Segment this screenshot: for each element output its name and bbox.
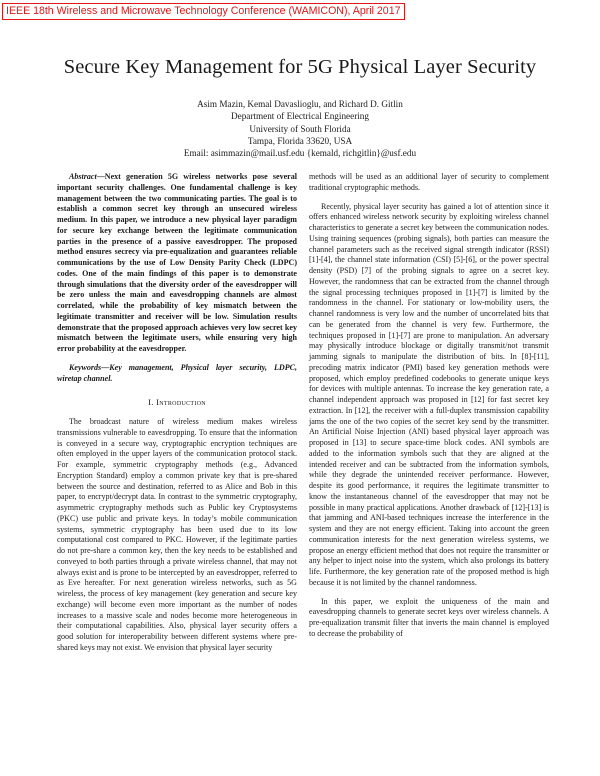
abstract-label: Abstract: [69, 172, 97, 181]
author-names: Asim Mazin, Kemal Davaslioglu, and Richard D. Gitlin: [197, 99, 403, 109]
author-block: [0, 98, 600, 159]
right-paragraph-related-work: Recently, physical layer security has gained a lot of attention since it offers enhanced wireless network security by exploiting wireless channel characteristics to generate a secret key between the communication nodes. Using training sequences (probing signals), both parties can measure the channel parameters such as the received signal strength indicator (RSSI) [1]-[4], the channel state information (CSI) [5]-[6], or the power spectral density (PSD) [7] of the probing signals to agree on a secret key. However, the randomness that can be extracted from the channel through the signal processing techniques proposed in [1]-[7] is limited by the randomness in the channel. For stationary or low-mobility users, the channel randomness is very low and the number of uncorrelated bits that can be generated from the channel is very few. Furthermore, the techniques proposed in [1]-[7] are prone to manipulation. An adversary may physically introduce blockage or digitally transmit/not transmit jamming signals to manipulate the distribution of bits. In [8]-[11], precoding matrix indicator (PMI) based key generation methods were proposed, which employ predefined codebooks to generate unique keys for devices with multiple antennas. To increase the key generation rate, a channel independent approach was proposed in [12] for fast secret key extraction. In [12], the receiver with a full-duplex transmission capability jams the one of the two copies of the secret key send by the transmitter. An Artificial Noise Injection (ANI) based physical layer approach was proposed in [13] to secure space-time block codes. ANI symbols are added to the information symbols such that they are aligned at the intended receiver and can be subtracted from the information symbols, while they degrade the unintended receiver performance. However, despite its good performance, it requires the legitimate transmitter to know the instantaneous channel of the eavesdropper that may not be possible in many practical applications. Another drawback of [12]-[13] is that jamming and ANI-based techniques increase the interference in the system and they are not energy efficient. Taking into account the green communication interests for the next generation wireless systems, we propose an energy efficient method that does not require the transmitter or any helper to inject noise into the system, which also prolongs its battery life. Furthermore, the key generation rate of the proposed method is high because it is not limited by the channel randomness.: [309, 201, 549, 587]
abstract-text: Next generation 5G wireless networks pose several important security challenges. One fundamental challenge is key management between the two communicating parties. The goal is to establish a common secret key through an unsecured wireless medium. In this paper, we introduce a new physical layer paradigm for secure key exchange between the legitimate communication parties in the presence of a passive eavesdropper. The proposed method ensures secrecy via pre-equalization and guarantees reliable communications by the use of Low Density Parity Check (LDPC) codes. One of the main findings of this paper is to demonstrate through simulations that the diversity order of the eavesdropper will be zero unless the main and eavesdropping channels are almost correlated, while the probability of key mismatch between the legitimate transmitter and receiver will be low. Simulation results demonstrate that the proposed approach achieves very low secret key mismatch between the legitimate users, while ensuring very high error probability at the eavesdropper.: [57, 172, 297, 353]
conference-banner: IEEE 18th Wireless and Microwave Technology Conference (WAMICON), April 2017: [2, 3, 405, 20]
right-paragraph-continued: methods will be used as an additional layer of security to complement traditional cryptographic methods.: [309, 172, 549, 192]
keywords-label: Keywords: [69, 362, 102, 372]
keywords: Keywords—Key management, Physical layer security, LDPC, wiretap channel.: [57, 362, 297, 383]
author-university: University of South Florida: [249, 123, 351, 134]
paper-title: Secure Key Management for 5G Physical Layer Security: [63, 56, 537, 78]
right-column: [309, 172, 549, 640]
author-location: Tampa, Florida 33620, USA: [247, 135, 353, 146]
intro-paragraph: The broadcast nature of wireless medium makes wireless transmissions vulnerable to eavesdropping. To ensure that the information is conveyed in a secure way, cryptographic encryption techniques are often employed in the upper layers of the communication protocol stack. For example, symmetric cryptography methods (e.g., Advanced Encryption Standard) employ a common private key that is pre-shared between the source and destination, referred to as Alice and Bob in this paper, to encrypt/decrypt data. In contrast to the symmetric cryptography, asymmetric cryptography methods such as Public key Cryptosystems (PKC) use public and private keys. In today’s mobile communication systems, symmetric cryptography has been used due to its low computational cost compared to PKC. However, if the legitimate parties do not pre-share a common key, then the key needs to be established and conveyed to both parties through a private wireless channel, that may not always exist and is prone to be intercepted by an eavesdropper, referred to as Eve hereafter. For next generation wireless networks, such as 5G wireless, the process of key management (key generation and secure key exchange) will become even more important as the number of nodes increases to a massive scale and nodes become more heterogeneous in their computational capabilities. Also, physical layer security offers a good solution for interoperability between different systems where pre-shared keys may not exist. We envision that physical layer security: [57, 417, 297, 652]
abstract: Abstract—Next generation 5G wireless networks pose several important security challenges. One fundamental challenge is key management between the two communicating parties. The goal is to establish a common secret key through an unsecured wireless medium. In this paper, we introduce a new physical layer paradigm for secure key exchange between the legitimate communication parties in the presence of a passive eavesdropper. The proposed method ensures secrecy via pre-equalization and guarantees reliable communications by the use of Low Density Parity Check (LDPC) codes. One of the main findings of this paper is to demonstrate through simulations that the diversity order of the eavesdropper will be zero unless the main and eavesdropping channels are almost correlated, while the probability of key mismatch between the legitimate transmitter and receiver will be low. Simulation results demonstrate that the proposed approach achieves very low secret key mismatch between the legitimate users, while ensuring very high error probability at the eavesdropper.: [57, 172, 297, 353]
keywords-text: Key management, Physical layer security, LDPC, wiretap channel.: [57, 362, 297, 383]
section-heading-introduction: I. Introduction: [148, 397, 206, 408]
author-department: Department of Electrical Engineering: [230, 111, 369, 122]
left-column: [57, 172, 297, 654]
right-paragraph-contribution: In this paper, we exploit the uniqueness of the main and eavesdropping channels to generate secret keys over wireless channels. A pre-equalization transmit filter that inverts the main channel is employed to decrease the probability of: [309, 596, 549, 638]
author-email: Email: asimmazin@mail.usf.edu {kemald, richgitlin}@usf.edu: [183, 148, 417, 159]
